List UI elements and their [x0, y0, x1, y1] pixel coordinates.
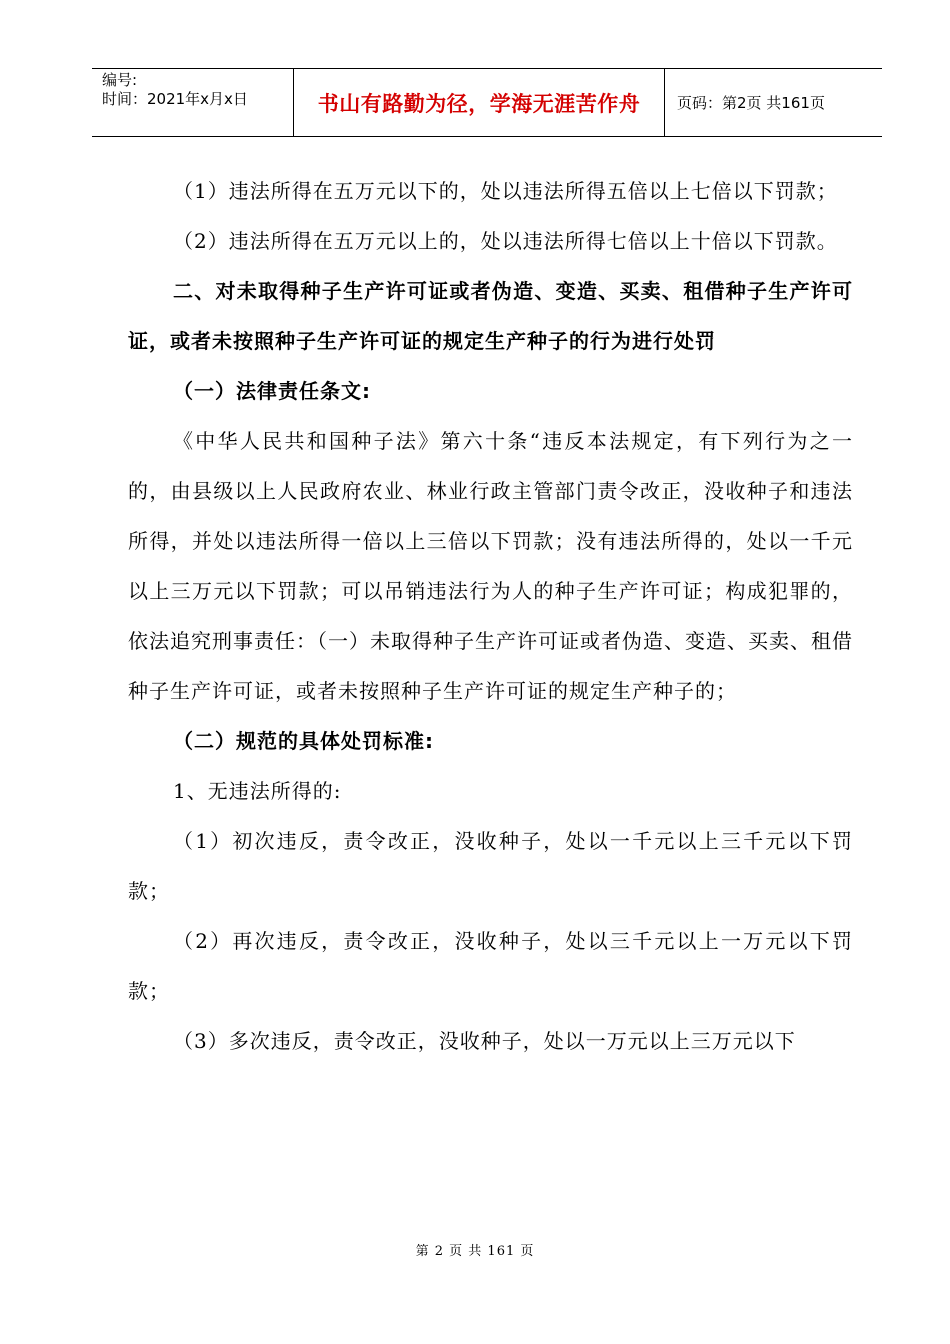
paragraph: （2）违法所得在五万元以上的，处以违法所得七倍以上十倍以下罚款。 — [173, 229, 838, 253]
subsection-heading: （一）法律责任条文: — [173, 379, 371, 403]
subsection-heading: （二）规范的具体处罚标准: — [173, 729, 434, 753]
paragraph: （2）再次违反，责令改正，没收种子，处以三千元以上一万元以下罚款； — [128, 929, 853, 1003]
page-header — [92, 68, 882, 137]
page-footer: 第 2 页 共 161 页 — [415, 1244, 535, 1259]
header-meta — [92, 69, 293, 136]
paragraph: （3）多次违反，责令改正，没收种子，处以一万元以上三万元以下 — [173, 1029, 796, 1053]
time-label: 时间：2021年x月x日 — [102, 90, 248, 108]
document-body — [128, 166, 853, 1066]
serial-number-label: 编号: — [102, 71, 138, 89]
header-motto: 书山有路勤为径，学海无涯苦作舟 — [293, 69, 665, 136]
paragraph: （1）初次违反，责令改正，没收种子，处以一千元以上三千元以下罚款； — [128, 829, 853, 903]
header-page-number: 页码：第2页 共161页 — [677, 94, 825, 112]
paragraph: 《中华人民共和国种子法》第六十条“违反本法规定，有下列行为之一的，由县级以上人民政府农业、林业行政主管部门责令改正，没收种子和违法所得，并处以违法所得一倍以上三倍以下罚款；没有违法所得的，处以一千元以上三万元以下罚款；可以吊销违法行为人的种子生产许可证；构成犯罪的，依法追究刑事责任：（一）未取得种子生产许可证或者伪造、变造、买卖、租借种子生产许可证，或者未按照种子生产许可证的规定生产种子的； — [128, 429, 853, 703]
paragraph: （1）违法所得在五万元以下的，处以违法所得五倍以上七倍以下罚款； — [173, 179, 838, 203]
section-heading: 二、对未取得种子生产许可证或者伪造、变造、买卖、租借种子生产许可证，或者未按照种子生产许可证的规定生产种子的行为进行处罚 — [128, 279, 853, 353]
paragraph: 1、无违法所得的: — [173, 779, 342, 803]
